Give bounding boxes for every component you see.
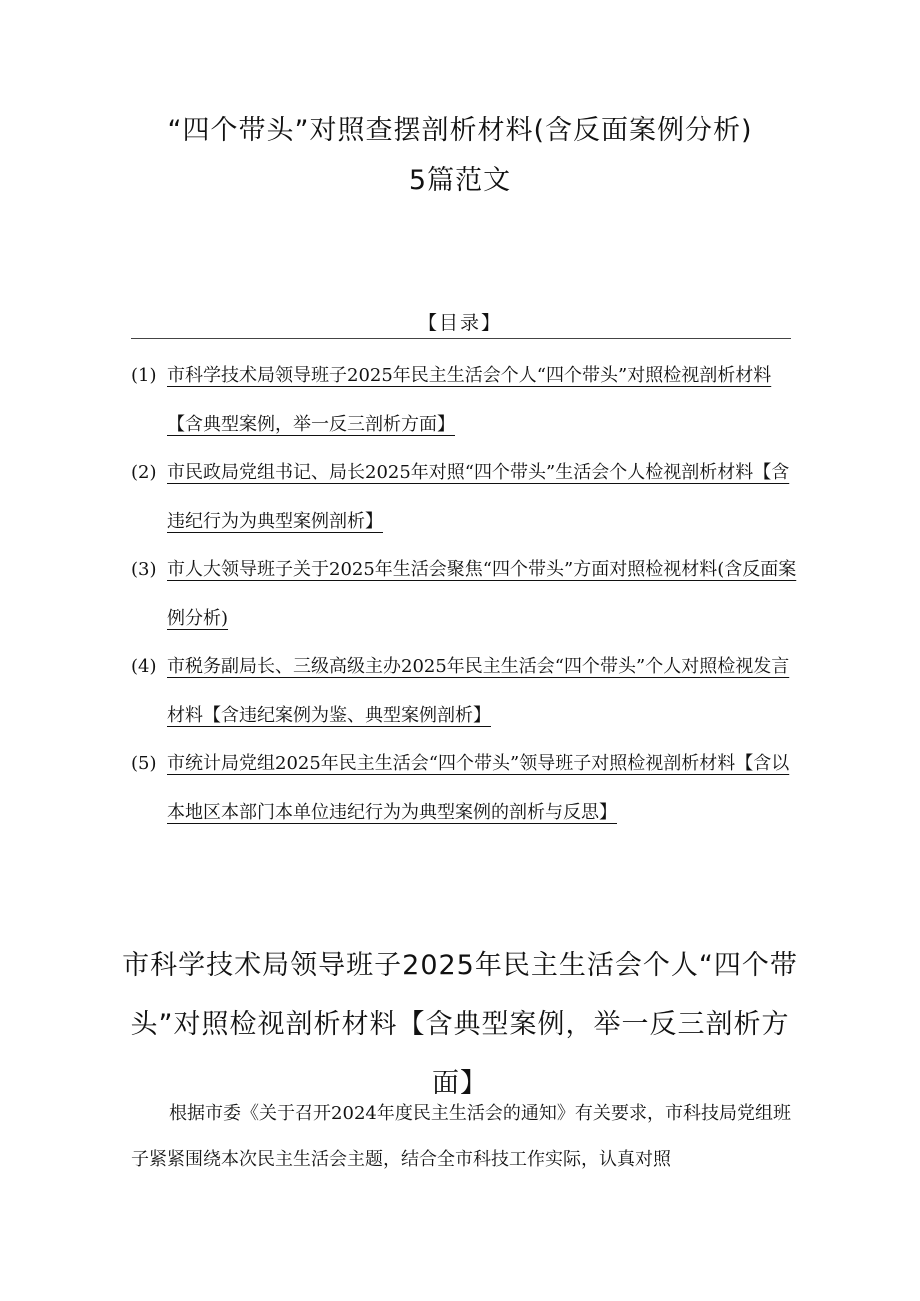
section-title: 市科学技术局领导班子2025年民主生活会个人“四个带头”对照检视剖析材料【含典型案例，举一反三剖析方面】	[122, 950, 798, 1099]
toc-item-3	[131, 546, 797, 643]
body-paragraph: 根据市委《关于召开2024年度民主生活会的通知》有关要求，市科技局党组班子紧紧围绕本次民主生活会主题，结合全市科技工作实际，认真对照	[131, 1103, 791, 1170]
toc-item-number: (3)	[131, 559, 157, 580]
toc-link-4[interactable]: 市税务副局长、三级高级主办2025年民主生活会“四个带头”个人对照检视发言材料【含违纪案例为鉴、典型案例剖析】	[167, 656, 790, 726]
toc-item-5	[131, 740, 797, 837]
document-title-line-2: 5篇范文	[408, 165, 512, 196]
toc-item-number: (4)	[131, 656, 157, 677]
toc-item-1	[131, 352, 797, 449]
toc-heading: 【目录】	[417, 312, 502, 334]
toc-link-3[interactable]: 市人大领导班子关于2025年生活会聚焦“四个带头”方面对照检视材料(含反面案例分析)	[167, 559, 797, 629]
toc-divider	[131, 338, 791, 339]
table-of-contents	[131, 352, 801, 837]
toc-item-number: (5)	[131, 753, 157, 774]
document-title-line-1: “四个带头”对照查摆剖析材料(含反面案例分析)	[167, 115, 753, 146]
toc-link-2[interactable]: 市民政局党组书记、局长2025年对照“四个带头”生活会个人检视剖析材料【含违纪行为为典型案例剖析】	[167, 462, 790, 532]
toc-item-number: (1)	[131, 365, 157, 386]
toc-item-number: (2)	[131, 462, 157, 483]
toc-item-2	[131, 449, 797, 546]
toc-link-5[interactable]: 市统计局党组2025年民主生活会“四个带头”领导班子对照检视剖析材料【含以本地区本部门本单位违纪行为为典型案例的剖析与反思】	[167, 753, 790, 823]
toc-link-1[interactable]: 市科学技术局领导班子2025年民主生活会个人“四个带头”对照检视剖析材料【含典型案例，举一反三剖析方面】	[167, 365, 772, 435]
toc-item-4	[131, 643, 797, 740]
